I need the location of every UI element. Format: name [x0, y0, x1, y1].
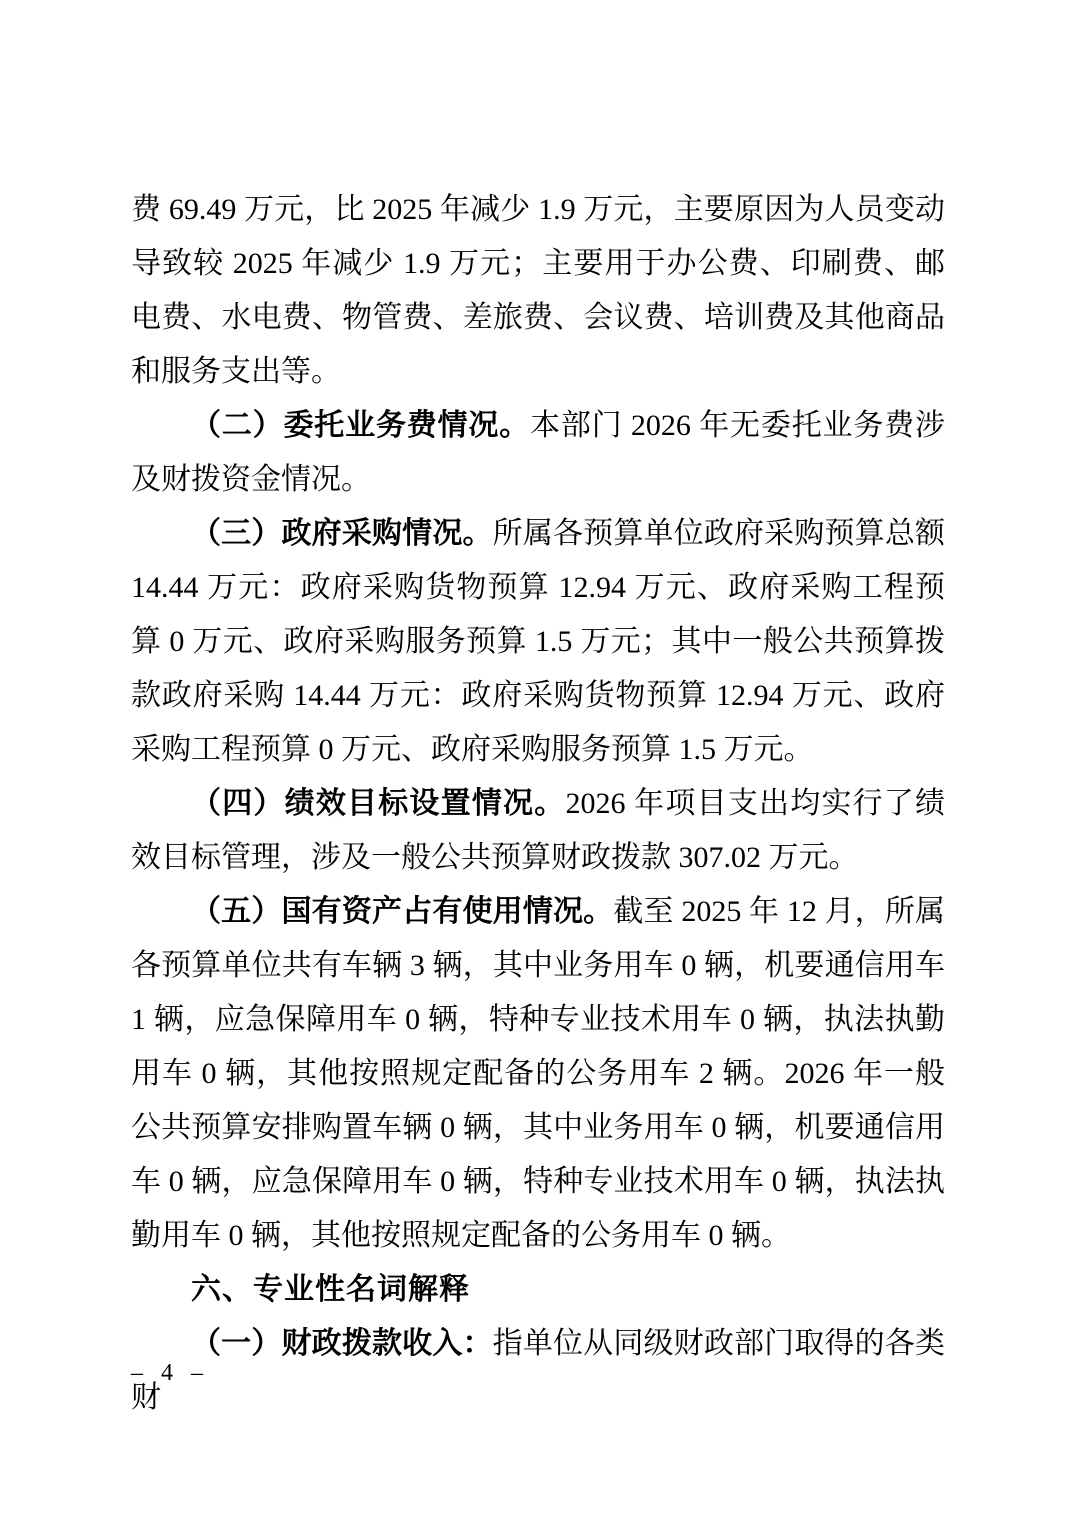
section-heading-terminology: 六、专业性名词解释: [191, 1273, 470, 1306]
paragraph-text: 指单位从同级财政部门取得的各类财: [131, 1327, 946, 1414]
paragraph-lead: （五）国有资产占有使用情况。: [191, 895, 614, 928]
page-content: [131, 183, 945, 1425]
paragraph-text: 本部门 2026 年无委托业务费涉及财拨资金情况。: [131, 409, 946, 496]
paragraph-glossary-fiscal-appropriation: [131, 1317, 945, 1425]
paragraph-state-assets: [131, 885, 945, 1263]
paragraph-lead: （二）委托业务费情况。: [191, 409, 531, 442]
paragraph-text: 所属各预算单位政府采购预算总额 14.44 万元：政府采购货物预算 12.94 万元、政府采购工程预算 0 万元、政府采购服务预算 1.5 万元；其中一般公共预算拨款政府采购 14.44 万元：政府采购货物预算 12.94 万元、政府采购工程预算 0 万元、政府采购服务预算 1.5 万元。: [131, 517, 946, 766]
paragraph-lead: （三）政府采购情况。: [191, 517, 493, 550]
paragraph-entrusted-services: [131, 399, 945, 507]
page-number: – 4 –: [131, 1360, 209, 1386]
paragraph-lead: （一）财政拨款收入：: [191, 1327, 493, 1360]
paragraph-text: 截至 2025 年 12 月，所属各预算单位共有车辆 3 辆，其中业务用车 0 辆，机要通信用车 1 辆，应急保障用车 0 辆，特种专业技术用车 0 辆，执法执勤用车 0 辆，其他按照规定配备的公务用车 2 辆。2026 年一般公共预算安排购置车辆 0 辆，其中业务用车 0 辆，机要通信用车 0 辆，应急保障用车 0 辆，特种专业技术用车 0 辆，执法执勤用车 0 辆，其他按照规定配备的公务用车 0 辆。: [131, 895, 946, 1252]
paragraph-performance-targets: [131, 777, 945, 885]
paragraph-continuation: [131, 183, 945, 399]
paragraph-lead: （四）绩效目标设置情况。: [191, 787, 566, 820]
paragraph-government-procurement: [131, 507, 945, 777]
paragraph-text: 费 69.49 万元，比 2025 年减少 1.9 万元，主要原因为人员变动导致较 2025 年减少 1.9 万元；主要用于办公费、印刷费、邮电费、水电费、物管费、差旅费、会议费、培训费及其他商品和服务支出等。: [131, 193, 945, 388]
paragraph-text: 2026 年项目支出均实行了绩效目标管理，涉及一般公共预算财政拨款 307.02 万元。: [131, 787, 946, 874]
